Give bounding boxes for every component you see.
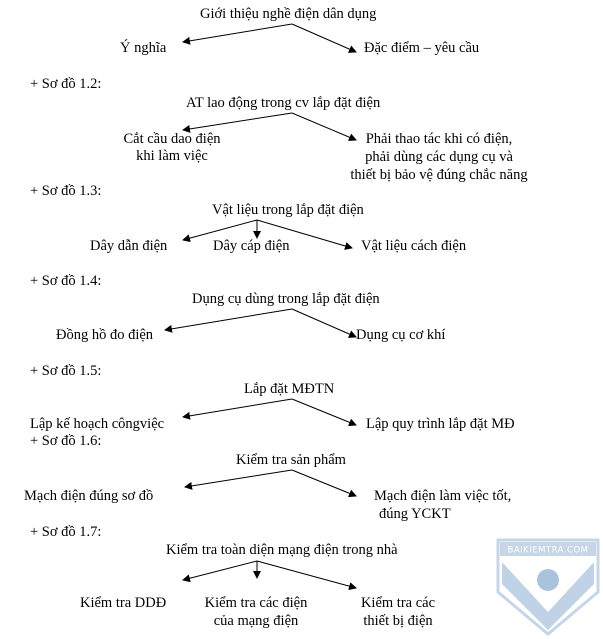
diagram-1-4-right-node: Dụng cụ cơ khí bbox=[356, 327, 446, 343]
svg-text:BAIKIEMTRA.COM: BAIKIEMTRA.COM bbox=[507, 545, 589, 556]
heading-1-6: + Sơ đồ 1.6: bbox=[30, 433, 102, 449]
diagram-1-7-right-line2: thiết bị điện bbox=[363, 613, 433, 629]
diagram-top-root: Giới thiệu nghề điện dân dụng bbox=[200, 6, 377, 22]
arrow-1-6-right bbox=[292, 470, 356, 496]
diagram-1-6-right-line2: đúng YCKT bbox=[379, 506, 451, 522]
diagram-1-6-left-node: Mạch điện đúng sơ đồ bbox=[24, 488, 154, 504]
diagram-1-7-middle-line1: Kiểm tra các điện bbox=[204, 595, 308, 611]
diagram-1-2-right-line3: thiết bị bảo vệ đúng chắc năng bbox=[350, 167, 528, 183]
diagram-1-2-right-line1: Phải thao tác khi có điện, bbox=[365, 131, 513, 147]
diagram-1-7-right-line1: Kiểm tra các bbox=[360, 595, 436, 611]
heading-1-7: + Sơ đồ 1.7: bbox=[30, 524, 102, 540]
heading-1-4: + Sơ đồ 1.4: bbox=[30, 273, 102, 289]
diagram-1-2-left-line1: Cắt cầu dao điện bbox=[123, 131, 221, 147]
diagram-1-7-left-node: Kiểm tra DDĐ bbox=[80, 595, 167, 611]
arrow-1-4-left bbox=[165, 309, 292, 330]
arrow-1-7-left bbox=[183, 561, 257, 580]
diagram-1-3-root: Vật liệu trong lắp đặt điện bbox=[212, 202, 364, 218]
arrow-1-5-right bbox=[292, 399, 356, 425]
arrow-top-right bbox=[292, 24, 356, 52]
diagram-1-3-right-node: Vật liệu cách điện bbox=[361, 238, 467, 254]
diagram-1-4-root: Dụng cụ dùng trong lắp đặt điện bbox=[192, 291, 380, 307]
heading-1-2: + Sơ đồ 1.2: bbox=[30, 76, 102, 92]
arrow-1-3-left bbox=[183, 220, 257, 240]
diagram-1-6-right-line1: Mạch điện làm việc tốt, bbox=[374, 488, 512, 504]
arrow-1-5-left bbox=[183, 399, 292, 417]
arrow-1-6-left bbox=[185, 470, 292, 487]
arrow-top-left bbox=[183, 24, 292, 42]
diagram-1-3-left-node: Dây dẫn điện bbox=[90, 238, 168, 254]
diagram-1-7-middle-line2: của mạng điện bbox=[213, 613, 299, 629]
diagram-1-2-right-line2: phải dùng các dụng cụ và bbox=[365, 149, 513, 165]
arrow-1-7-right bbox=[257, 561, 356, 588]
diagram-top-right-node: Đặc điểm – yêu cầu bbox=[364, 40, 480, 56]
diagram-1-3-middle-node: Dây cáp điện bbox=[213, 238, 290, 254]
diagram-1-2-root: AT lao động trong cv lắp đặt điện bbox=[186, 95, 381, 111]
diagram-1-5-left-node: Lập kế hoạch côngviệc bbox=[30, 416, 165, 432]
diagram-1-6-root: Kiểm tra sản phẩm bbox=[236, 452, 346, 468]
diagram-top-left-node: Ý nghĩa bbox=[120, 40, 167, 56]
diagram-1-2-left-line2: khi làm việc bbox=[136, 148, 208, 164]
heading-1-5: + Sơ đồ 1.5: bbox=[30, 363, 102, 379]
arrow-1-4-right bbox=[292, 309, 356, 337]
diagram-1-4-left-node: Đồng hồ đo điện bbox=[56, 327, 154, 343]
diagram-1-7-root: Kiểm tra toàn diện mạng điện trong nhà bbox=[166, 542, 398, 558]
watermark-logo bbox=[496, 538, 600, 636]
diagram-1-5-right-node: Lập quy trình lắp đặt MĐ bbox=[366, 416, 515, 432]
heading-1-3: + Sơ đồ 1.3: bbox=[30, 183, 102, 199]
diagram-1-5-root: Lắp đặt MĐTN bbox=[244, 381, 335, 397]
arrow-1-2-left bbox=[183, 113, 292, 130]
